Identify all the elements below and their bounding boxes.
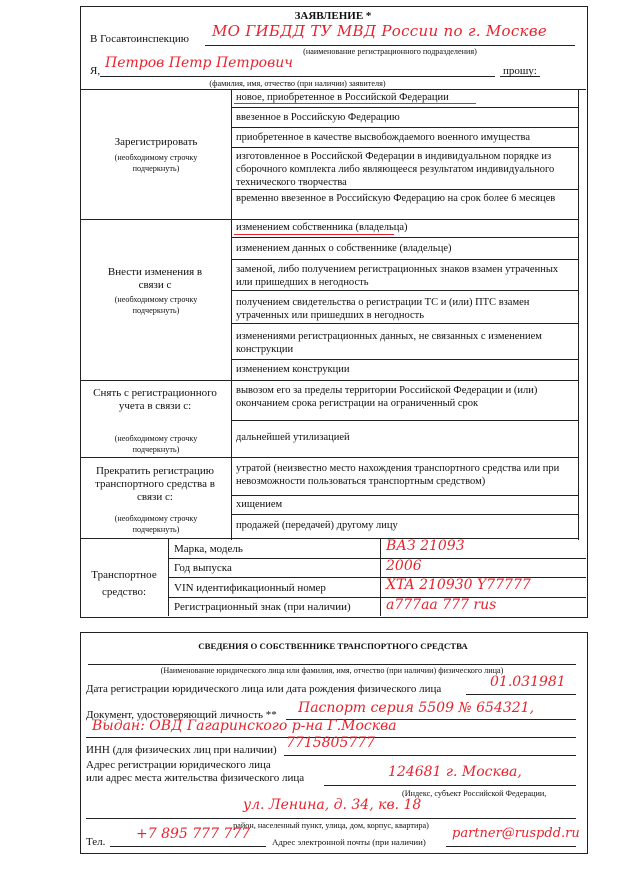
email-value[interactable]: partner@ruspdd.ru bbox=[452, 826, 580, 841]
phone-label: Тел. bbox=[86, 836, 106, 848]
section-deregister-title: Снять с регистрационного учета в связи с: bbox=[93, 387, 217, 412]
doc-label: Документ, удостоверяющий личность ** bbox=[86, 709, 277, 721]
birth-line bbox=[466, 694, 576, 695]
addr-line-2 bbox=[86, 818, 576, 819]
email-label: Адрес электронной почты (при наличии) bbox=[272, 837, 426, 847]
option-register-custom[interactable]: изготовленное в Российской Федерации в индивидуальном порядке из сборочного комплекта либо являющееся результатом индивидуального технического творчества bbox=[236, 151, 555, 188]
vehicle-vin-label: VIN идентификационный номер bbox=[174, 582, 326, 594]
vehicle-vin-value[interactable]: XTA 210930 Y77777 bbox=[386, 577, 531, 593]
vehicle-year-value[interactable]: 2006 bbox=[386, 558, 422, 574]
to-label: В Госавтоинспекцию bbox=[90, 33, 189, 45]
addr-line-1 bbox=[324, 785, 576, 786]
vehicle-make-label: Марка, модель bbox=[174, 543, 243, 555]
proshu-label: прошу: bbox=[503, 65, 537, 77]
inn-line bbox=[284, 755, 576, 756]
inn-label: ИНН (для физических лиц при наличии) bbox=[86, 744, 277, 756]
addr-value-2[interactable]: ул. Ленина, д. 34, кв. 18 bbox=[243, 797, 422, 813]
option-deregister-utilization[interactable]: дальнейшей утилизацией bbox=[236, 432, 350, 443]
option-change-owner[interactable]: изменением собственника (владельца) bbox=[236, 222, 408, 233]
birth-value[interactable]: 01.031981 bbox=[490, 674, 566, 690]
option-register-new-underline bbox=[234, 103, 476, 104]
birth-label: Дата регистрации юридического лица или дата рождения физического лица bbox=[86, 683, 442, 695]
option-change-construction[interactable]: изменением конструкции bbox=[236, 364, 350, 375]
option-terminate-sale[interactable]: продажей (передачей) другому лицу bbox=[236, 520, 398, 531]
option-change-owner-data[interactable]: изменением данных о собственнике (владельце) bbox=[236, 243, 452, 254]
option-terminate-loss[interactable]: утратой (неизвестно место нахождения транспортного средства или при невозможности пользоваться транспортным средством) bbox=[236, 463, 560, 487]
section-change-note: (необходимому строчку подчеркнуть) bbox=[114, 295, 198, 315]
option-terminate-theft[interactable]: хищением bbox=[236, 499, 283, 510]
option-change-owner-underline bbox=[234, 234, 394, 235]
addr-caption-1: (Индекс, субъект Российской Федерации, bbox=[402, 789, 547, 798]
vehicle-year-label: Год выпуска bbox=[174, 562, 232, 574]
owner-name-caption: (Наименование юридического лица или фамилия, имя, отчество (при наличии) физического лица) bbox=[160, 666, 504, 675]
vehicle-make-value[interactable]: ВАЗ 21093 bbox=[386, 538, 465, 554]
addr-value-1[interactable]: 124681 г. Москва, bbox=[388, 764, 522, 780]
phone-value[interactable]: +7 895 777 777 bbox=[136, 826, 251, 842]
to-line bbox=[205, 45, 575, 46]
owner-title: СВЕДЕНИЯ О СОБСТВЕННИКЕ ТРАНСПОРТНОГО СРЕДСТВА bbox=[198, 641, 468, 651]
section-terminate-note: (необходимому строчку подчеркнуть) bbox=[114, 514, 198, 534]
email-line bbox=[446, 846, 576, 847]
doc-value-1[interactable]: Паспорт серия 5509 № 654321, bbox=[298, 700, 535, 716]
section-register-note: (необходимому строчку подчеркнуть) bbox=[114, 153, 198, 173]
owner-name-line bbox=[88, 664, 576, 665]
option-change-reg-data[interactable]: изменениями регистрационных данных, не связанных с изменением конструкции bbox=[236, 331, 542, 355]
proshu-line bbox=[500, 76, 540, 77]
option-register-military[interactable]: приобретенное в качестве высвобождаемого военного имущества bbox=[236, 132, 530, 143]
form-title: ЗАЯВЛЕНИЕ * bbox=[294, 10, 372, 22]
option-deregister-export[interactable]: вывозом его за пределы территории Российской Федерации и (или) окончанием срока регистрации на ограниченный срок bbox=[236, 385, 538, 409]
vehicle-plate-label: Регистрационный знак (при наличии) bbox=[174, 601, 351, 613]
option-change-certificate[interactable]: получением свидетельства о регистрации ТС и (или) ПТС взамен утраченных или пришедших в негодность bbox=[236, 297, 530, 321]
section-change-title: Внести изменения в связи с bbox=[107, 266, 203, 291]
addr-label-2: или адрес места жительства физического лица bbox=[86, 772, 305, 784]
inn-value[interactable]: 7715805777 bbox=[286, 735, 376, 751]
to-value[interactable]: МО ГИБДД ТУ МВД России по г. Москве bbox=[212, 22, 548, 40]
applicant-caption: (фамилия, имя, отчество (при наличии) заявителя) bbox=[209, 79, 386, 88]
option-register-temporary[interactable]: временно ввезенное в Российскую Федерацию на срок более 6 месяцев bbox=[236, 193, 556, 204]
applicant-value[interactable]: Петров Петр Петрович bbox=[105, 55, 293, 71]
doc-value-2[interactable]: Выдан: ОВД Гагаринского р-на Г.Москва bbox=[92, 718, 397, 734]
section-register-title: Зарегистрировать bbox=[114, 136, 198, 148]
section-terminate-title: Прекратить регистрацию транспортного средства в связи с: bbox=[95, 465, 215, 503]
addr-label-1: Адрес регистрации юридического лица bbox=[86, 759, 271, 771]
section-deregister-note: (необходимому строчку подчеркнуть) bbox=[114, 434, 198, 454]
option-change-plates[interactable]: заменой, либо получением регистрационных знаков взамен утраченных или пришедших в негодность bbox=[236, 264, 559, 288]
phone-line bbox=[110, 846, 266, 847]
option-register-imported[interactable]: ввезенное в Российскую Федерацию bbox=[236, 112, 400, 123]
applicant-line bbox=[100, 76, 495, 77]
addr-caption-2: район, населенный пункт, улица, дом, корпус, квартира) bbox=[233, 821, 429, 830]
option-register-new[interactable]: новое, приобретенное в Российской Федерации bbox=[236, 92, 449, 103]
vehicle-plate-value[interactable]: а777аа 777 rus bbox=[386, 597, 497, 613]
ya-label: Я, bbox=[90, 65, 101, 77]
vehicle-label: Транспортное средство: bbox=[91, 569, 157, 598]
to-caption: (наименование регистрационного подразделения) bbox=[303, 47, 477, 56]
